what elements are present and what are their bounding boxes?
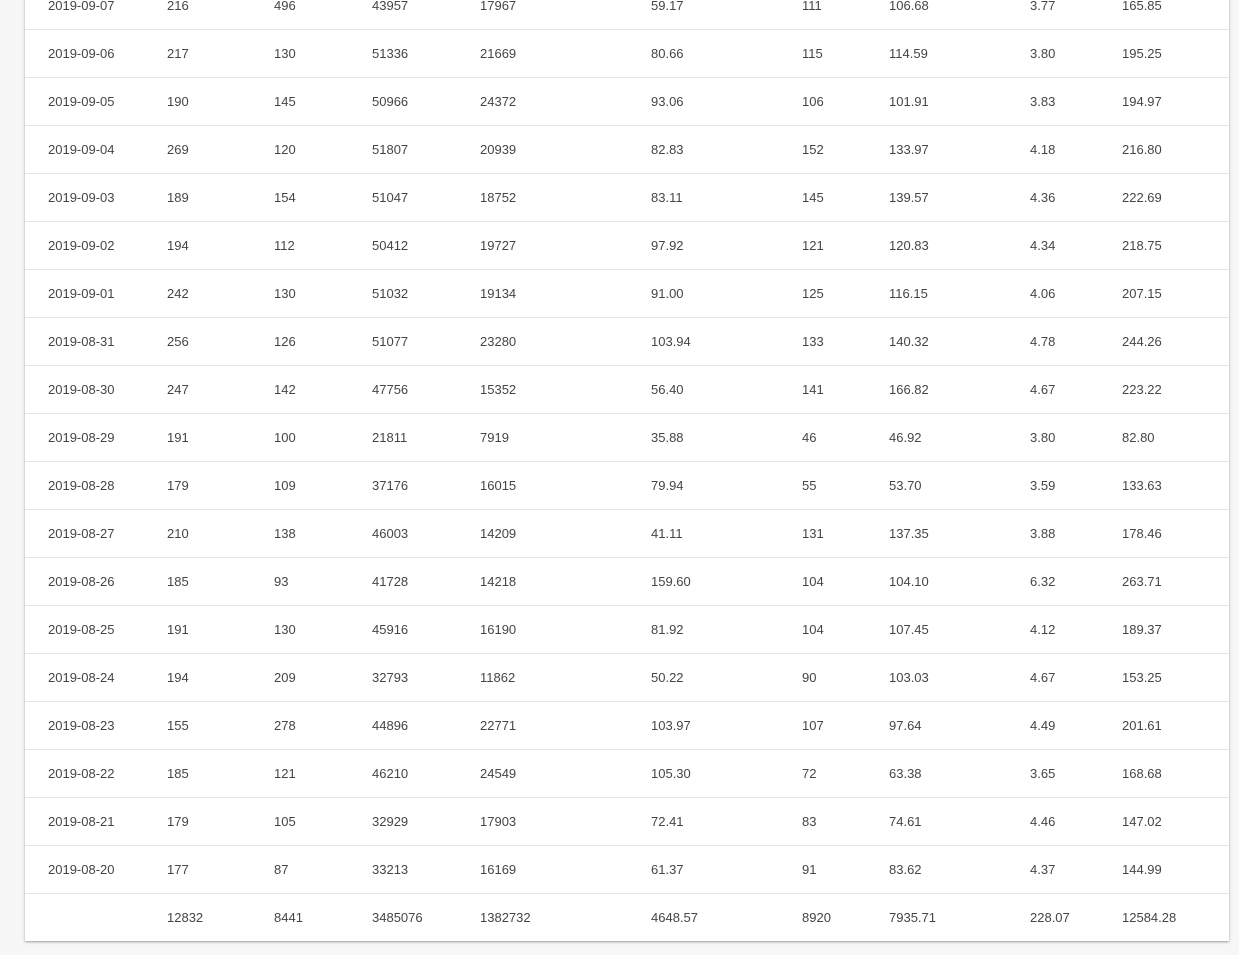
value-cell: 107 (802, 718, 824, 733)
value-cell: 43957 (372, 0, 409, 13)
value-cell: 53.70 (889, 478, 922, 493)
table-row (25, 846, 1229, 894)
value-cell: 32929 (372, 814, 409, 829)
value-cell: 3.80 (1030, 430, 1056, 445)
value-cell: 15352 (480, 382, 517, 397)
value-cell: 3.88 (1030, 526, 1056, 541)
value-cell: 74.61 (889, 814, 922, 829)
value-cell: 209 (274, 670, 296, 685)
total-cell: 4648.57 (651, 910, 698, 925)
value-cell: 17903 (480, 814, 517, 829)
value-cell: 115 (802, 46, 823, 61)
value-cell: 4.12 (1030, 622, 1056, 637)
value-cell: 145 (802, 190, 824, 205)
value-cell: 50966 (372, 94, 409, 109)
value-cell: 37176 (372, 478, 409, 493)
value-cell: 179 (167, 814, 189, 829)
value-cell: 217 (167, 46, 189, 61)
value-cell: 46210 (372, 766, 409, 781)
value-cell: 21669 (480, 46, 517, 61)
table-row (25, 462, 1229, 510)
value-cell: 46003 (372, 526, 409, 541)
value-cell: 168.68 (1122, 766, 1162, 781)
value-cell: 3.83 (1030, 94, 1056, 109)
value-cell: 223.22 (1122, 382, 1162, 397)
value-cell: 72 (802, 766, 817, 781)
value-cell: 107.45 (889, 622, 929, 637)
date-cell: 2019-08-27 (48, 526, 115, 541)
value-cell: 44896 (372, 718, 409, 733)
value-cell: 179 (167, 478, 189, 493)
value-cell: 189.37 (1122, 622, 1162, 637)
value-cell: 278 (274, 718, 296, 733)
value-cell: 138 (274, 526, 296, 541)
date-cell: 2019-09-05 (48, 94, 115, 109)
value-cell: 3.77 (1030, 0, 1056, 13)
value-cell: 210 (167, 526, 189, 541)
date-cell: 2019-09-07 (48, 0, 115, 13)
value-cell: 195.25 (1122, 46, 1162, 61)
value-cell: 93 (274, 574, 289, 589)
value-cell: 4.37 (1030, 862, 1056, 877)
value-cell: 11862 (480, 670, 516, 685)
date-cell: 2019-09-01 (48, 286, 115, 301)
value-cell: 50412 (372, 238, 409, 253)
value-cell: 19727 (480, 238, 517, 253)
value-cell: 185 (167, 574, 189, 589)
date-cell: 2019-08-31 (48, 334, 115, 349)
value-cell: 83.62 (889, 862, 922, 877)
value-cell: 166.82 (889, 382, 929, 397)
date-cell: 2019-09-04 (48, 142, 115, 157)
value-cell: 41.11 (651, 526, 683, 541)
value-cell: 82.83 (651, 142, 684, 157)
value-cell: 61.37 (651, 862, 684, 877)
total-cell: 12832 (167, 910, 204, 925)
value-cell: 72.41 (651, 814, 684, 829)
value-cell: 4.18 (1030, 142, 1056, 157)
table-row (25, 222, 1229, 270)
value-cell: 4.34 (1030, 238, 1056, 253)
value-cell: 3.65 (1030, 766, 1056, 781)
value-cell: 159.60 (651, 574, 691, 589)
value-cell: 20939 (480, 142, 517, 157)
value-cell: 4.06 (1030, 286, 1056, 301)
table-row (25, 558, 1229, 606)
value-cell: 218.75 (1122, 238, 1162, 253)
total-cell: 228.07 (1030, 910, 1070, 925)
value-cell: 46 (802, 430, 817, 445)
value-cell: 17967 (480, 0, 517, 13)
date-cell: 2019-08-28 (48, 478, 115, 493)
value-cell: 144.99 (1122, 862, 1162, 877)
value-cell: 194.97 (1122, 94, 1162, 109)
value-cell: 103.03 (889, 670, 929, 685)
table-row (25, 270, 1229, 318)
value-cell: 51077 (372, 334, 409, 349)
table-row (25, 366, 1229, 414)
value-cell: 91 (802, 862, 817, 877)
value-cell: 46.92 (889, 430, 922, 445)
value-cell: 41728 (372, 574, 409, 589)
value-cell: 125 (802, 286, 824, 301)
date-cell: 2019-08-29 (48, 430, 115, 445)
value-cell: 79.94 (651, 478, 684, 493)
value-cell: 126 (274, 334, 296, 349)
value-cell: 112 (274, 238, 295, 253)
value-cell: 189 (167, 190, 189, 205)
value-cell: 222.69 (1122, 190, 1162, 205)
value-cell: 14218 (480, 574, 517, 589)
value-cell: 104 (802, 622, 824, 637)
value-cell: 256 (167, 334, 189, 349)
value-cell: 35.88 (651, 430, 684, 445)
date-cell: 2019-08-20 (48, 862, 115, 877)
value-cell: 80.66 (651, 46, 684, 61)
value-cell: 4.67 (1030, 382, 1056, 397)
value-cell: 7919 (480, 430, 509, 445)
value-cell: 137.35 (889, 526, 929, 541)
value-cell: 216.80 (1122, 142, 1162, 157)
value-cell: 106 (802, 94, 824, 109)
value-cell: 194 (167, 670, 189, 685)
value-cell: 51807 (372, 142, 409, 157)
value-cell: 190 (167, 94, 189, 109)
value-cell: 19134 (480, 286, 517, 301)
value-cell: 33213 (372, 862, 409, 877)
value-cell: 16190 (480, 622, 517, 637)
value-cell: 178.46 (1122, 526, 1162, 541)
value-cell: 165.85 (1122, 0, 1162, 13)
value-cell: 97.92 (651, 238, 684, 253)
date-cell: 2019-08-22 (48, 766, 115, 781)
value-cell: 120.83 (889, 238, 929, 253)
value-cell: 23280 (480, 334, 517, 349)
value-cell: 24549 (480, 766, 517, 781)
value-cell: 4.46 (1030, 814, 1056, 829)
value-cell: 263.71 (1122, 574, 1162, 589)
value-cell: 97.64 (889, 718, 922, 733)
value-cell: 194 (167, 238, 189, 253)
value-cell: 91.00 (651, 286, 684, 301)
total-cell: 1382732 (480, 910, 531, 925)
date-cell: 2019-08-24 (48, 670, 115, 685)
value-cell: 16015 (480, 478, 517, 493)
table-row (25, 654, 1229, 702)
date-cell: 2019-08-26 (48, 574, 115, 589)
value-cell: 244.26 (1122, 334, 1162, 349)
date-cell: 2019-08-21 (48, 814, 115, 829)
value-cell: 90 (802, 670, 817, 685)
value-cell: 216 (167, 0, 189, 13)
value-cell: 242 (167, 286, 189, 301)
value-cell: 247 (167, 382, 189, 397)
table-row (25, 798, 1229, 846)
value-cell: 103.94 (651, 334, 691, 349)
table-row (25, 126, 1229, 174)
total-cell: 12584.28 (1122, 910, 1177, 925)
value-cell: 4.78 (1030, 334, 1056, 349)
date-cell: 2019-08-30 (48, 382, 115, 397)
value-cell: 142 (274, 382, 296, 397)
value-cell: 14209 (480, 526, 517, 541)
value-cell: 201.61 (1122, 718, 1162, 733)
value-cell: 145 (274, 94, 296, 109)
table-row (25, 606, 1229, 654)
value-cell: 106.68 (889, 0, 929, 13)
value-cell: 3.59 (1030, 478, 1056, 493)
table-row (25, 318, 1229, 366)
value-cell: 141 (802, 382, 824, 397)
total-cell: 3485076 (372, 910, 423, 925)
data-table (25, 0, 1229, 941)
value-cell: 18752 (480, 190, 517, 205)
value-cell: 45916 (372, 622, 409, 637)
value-cell: 55 (802, 478, 817, 493)
value-cell: 3.80 (1030, 46, 1056, 61)
value-cell: 120 (274, 142, 296, 157)
value-cell: 105.30 (651, 766, 691, 781)
value-cell: 177 (167, 862, 189, 877)
value-cell: 63.38 (889, 766, 922, 781)
value-cell: 191 (167, 430, 189, 445)
value-cell: 56.40 (651, 382, 684, 397)
value-cell: 32793 (372, 670, 409, 685)
value-cell: 269 (167, 142, 189, 157)
value-cell: 104 (802, 574, 824, 589)
value-cell: 153.25 (1122, 670, 1162, 685)
value-cell: 87 (274, 862, 289, 877)
date-cell: 2019-09-06 (48, 46, 115, 61)
table-row (25, 414, 1229, 462)
value-cell: 83 (802, 814, 817, 829)
value-cell: 111 (802, 0, 822, 13)
date-cell: 2019-09-02 (48, 238, 115, 253)
value-cell: 140.32 (889, 334, 929, 349)
value-cell: 496 (274, 0, 296, 13)
value-cell: 185 (167, 766, 189, 781)
value-cell: 154 (274, 190, 296, 205)
value-cell: 130 (274, 286, 296, 301)
value-cell: 114.59 (889, 46, 928, 61)
value-cell: 103.97 (651, 718, 691, 733)
value-cell: 22771 (480, 718, 517, 733)
value-cell: 50.22 (651, 670, 684, 685)
date-cell: 2019-09-03 (48, 190, 115, 205)
value-cell: 133.97 (889, 142, 929, 157)
value-cell: 100 (274, 430, 296, 445)
value-cell: 147.02 (1122, 814, 1162, 829)
value-cell: 81.92 (651, 622, 684, 637)
value-cell: 121 (274, 766, 296, 781)
table-row (25, 30, 1229, 78)
value-cell: 121 (802, 238, 824, 253)
value-cell: 133.63 (1122, 478, 1162, 493)
table-row (25, 78, 1229, 126)
value-cell: 4.49 (1030, 718, 1056, 733)
value-cell: 51032 (372, 286, 409, 301)
date-cell: 2019-08-23 (48, 718, 115, 733)
value-cell: 93.06 (651, 94, 684, 109)
value-cell: 207.15 (1122, 286, 1162, 301)
value-cell: 130 (274, 622, 296, 637)
value-cell: 101.91 (889, 94, 929, 109)
table-totals-row (25, 894, 1229, 941)
value-cell: 51047 (372, 190, 409, 205)
total-cell: 8441 (274, 910, 303, 925)
table-row (25, 510, 1229, 558)
table-row (25, 0, 1229, 30)
value-cell: 47756 (372, 382, 409, 397)
value-cell: 155 (167, 718, 189, 733)
value-cell: 16169 (480, 862, 517, 877)
value-cell: 4.36 (1030, 190, 1056, 205)
value-cell: 21811 (372, 430, 408, 445)
totals-row (25, 894, 1229, 941)
value-cell: 130 (274, 46, 296, 61)
value-cell: 6.32 (1030, 574, 1056, 589)
table-row (25, 750, 1229, 798)
table-row (25, 702, 1229, 750)
total-cell: 7935.71 (889, 910, 936, 925)
value-cell: 139.57 (889, 190, 929, 205)
total-cell: 8920 (802, 910, 831, 925)
value-cell: 51336 (372, 46, 409, 61)
value-cell: 116.15 (889, 286, 928, 301)
table-body (25, 0, 1229, 894)
value-cell: 191 (167, 622, 189, 637)
value-cell: 104.10 (889, 574, 929, 589)
value-cell: 59.17 (651, 0, 684, 13)
table-row (25, 174, 1229, 222)
value-cell: 131 (802, 526, 824, 541)
date-cell: 2019-08-25 (48, 622, 115, 637)
value-cell: 133 (802, 334, 824, 349)
value-cell: 4.67 (1030, 670, 1056, 685)
value-cell: 24372 (480, 94, 517, 109)
value-cell: 83.11 (651, 190, 683, 205)
value-cell: 152 (802, 142, 824, 157)
value-cell: 109 (274, 478, 296, 493)
value-cell: 105 (274, 814, 296, 829)
value-cell: 82.80 (1122, 430, 1155, 445)
